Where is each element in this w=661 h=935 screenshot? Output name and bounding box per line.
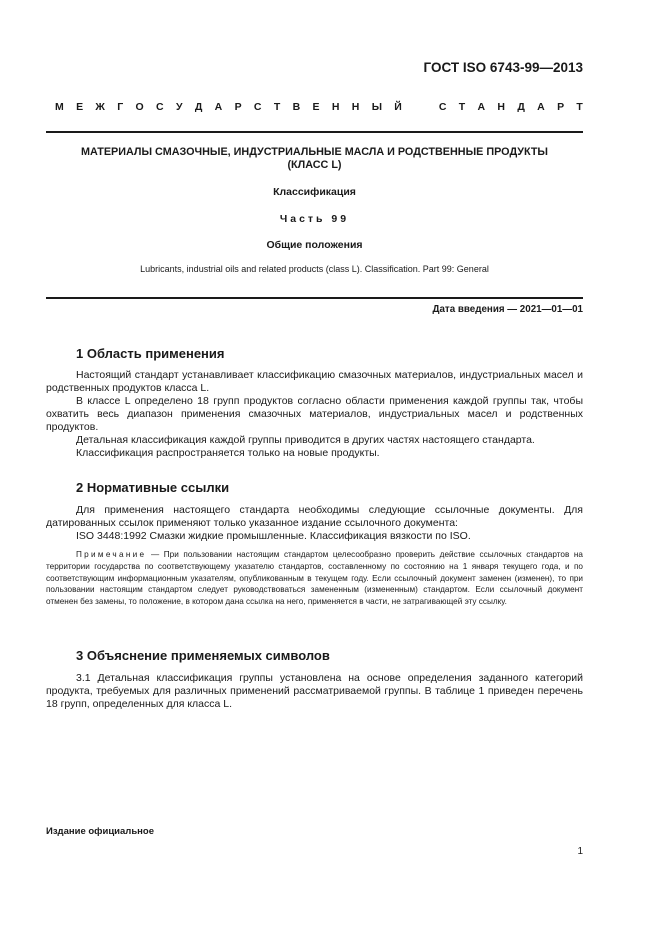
page-number: 1	[577, 846, 583, 857]
note-text: — При пользовании настоящим стандартом целесообразно проверить действие ссылочных стандартов на территории государства по соответствующему указателю стандартов, составленному по состоянию на 1 января текущего года, и по соответствующим информационным указателям, опубликованным в текущем году. Если ссылочный документ заменен (изменен), то при пользовании настоящим стандартом следует руководствоваться замененным (измененным) стандартом. Если ссылочный документ отменен без замены, то положение, в котором дана ссылка на него, применяется в части, не затрагивающей эту ссылку.	[46, 550, 583, 607]
paragraph: Настоящий стандарт устанавливает классификацию смазочных материалов, индустриальных масел и родственных продуктов класса L.	[46, 369, 583, 394]
heading-letter: С	[438, 101, 447, 113]
standard-code: ГОСТ ISO 6743-99—2013	[423, 60, 583, 75]
heading-letter: Н	[331, 101, 340, 113]
heading-letter: Е	[312, 101, 320, 113]
reference-entry: ISO 3448:1992 Смазки жидкие промышленные. Классификация вязкости по ISO.	[76, 530, 471, 542]
header-rule	[46, 131, 583, 133]
paragraph: Классификация распространяется только на новые продукты.	[76, 447, 380, 459]
title-line-2: (КЛАСС L)	[287, 159, 342, 171]
heading-letter: Т	[576, 101, 583, 113]
heading-letter: Т	[273, 101, 281, 113]
part-number: Часть 99	[279, 213, 350, 225]
introduction-date: Дата введения — 2021—01—01	[432, 304, 583, 315]
heading-letter: С	[253, 101, 262, 113]
interstate-standard-heading	[55, 101, 583, 113]
section-2-note	[46, 549, 583, 608]
paragraph: 3.1 Детальная классификация группы установлена на основе определения заданного категорий продукта, требуемых для различных применений рассматриваемой группы. В таблице 1 приведен перечень 18 групп, определенных для класса L.	[46, 672, 583, 710]
heading-letter: У	[175, 101, 183, 113]
note-label: Примечание	[76, 550, 147, 559]
heading-letter: О	[135, 101, 144, 113]
section-2-body	[46, 504, 583, 543]
heading-letter: Й	[394, 101, 402, 113]
classification-subtitle: Классификация	[273, 186, 356, 198]
paragraph: Для применения настоящего стандарта необходимы следующие ссылочные документы. Для датированных ссылок применяют только указанное издание ссылочного документа:	[46, 504, 583, 529]
section-1-heading: 1 Область применения	[76, 346, 225, 361]
paragraph: В классе L определено 18 групп продуктов согласно области применения каждой группы так, чтобы охватить весь диапазон применения смазочных материалов, индустриальных масел и родственных продуктов.	[46, 395, 583, 433]
heading-letter: Т	[458, 101, 466, 113]
heading-letter: Н	[351, 101, 360, 113]
heading-letter: А	[477, 101, 486, 113]
heading-letter: А	[214, 101, 223, 113]
heading-letter: Р	[234, 101, 242, 113]
english-title: Lubricants, industrial oils and related products (class L). Classification. Part 99: General	[140, 264, 489, 274]
section-1-body	[46, 369, 583, 460]
title-line-1: МАТЕРИАЛЫ СМАЗОЧНЫЕ, ИНДУСТРИАЛЬНЫЕ МАСЛА И РОДСТВЕННЫЕ ПРОДУКТЫ	[80, 146, 549, 158]
general-provisions-subtitle: Общие положения	[266, 239, 363, 251]
section-2-heading: 2 Нормативные ссылки	[76, 480, 230, 495]
heading-letter: Ж	[95, 101, 105, 113]
document-title	[46, 146, 583, 172]
paragraph: Детальная классификация каждой группы приводится в других частях настоящего стандарта.	[76, 434, 535, 446]
heading-letter: Ы	[371, 101, 382, 113]
section-3-heading: 3 Объяснение применяемых символов	[76, 648, 330, 663]
title-rule	[46, 297, 583, 299]
heading-letter: Р	[557, 101, 565, 113]
heading-letter: Д	[517, 101, 525, 113]
heading-letter: С	[156, 101, 164, 113]
heading-letter: М	[55, 101, 64, 113]
heading-letter: В	[292, 101, 301, 113]
heading-letter: Н	[497, 101, 506, 113]
heading-letter: А	[537, 101, 545, 113]
heading-letter: Е	[76, 101, 84, 113]
heading-letter: Д	[194, 101, 203, 113]
section-3-body	[46, 672, 583, 711]
official-edition-label: Издание официальное	[46, 826, 154, 837]
heading-letter: Г	[117, 101, 124, 113]
